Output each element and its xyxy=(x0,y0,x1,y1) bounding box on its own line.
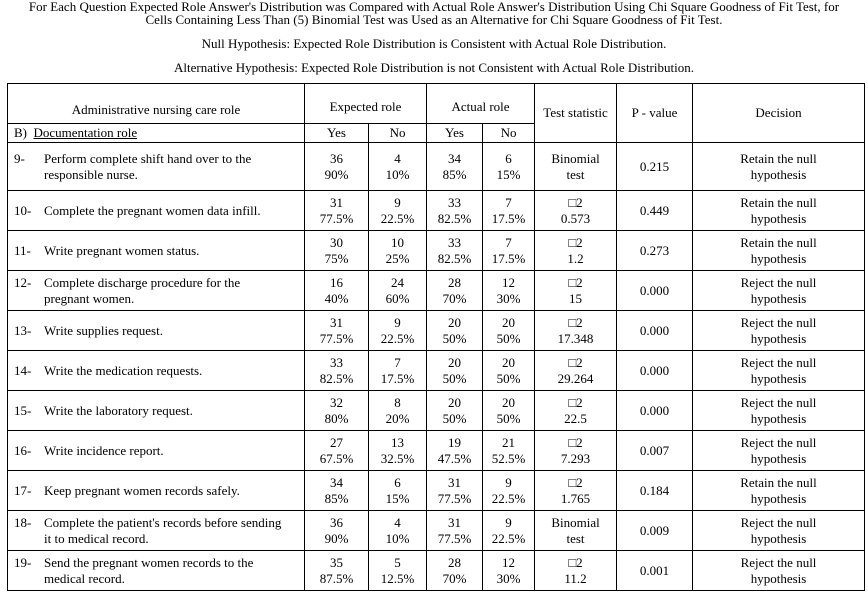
decision-cell-line1: Retain the null xyxy=(740,194,817,210)
actual-yes-cell xyxy=(427,191,483,231)
test-statistic-cell-line1: □2 xyxy=(568,394,583,410)
actual-no-cell xyxy=(483,191,535,231)
results-table xyxy=(7,83,865,591)
actual-yes-cell-line2: 77.5% xyxy=(437,530,472,546)
actual-no-cell-line2: 17.5% xyxy=(491,250,526,266)
expected-no-cell xyxy=(369,551,427,591)
test-statistic-cell-line2: 22.5 xyxy=(564,410,587,426)
expected-yes-cell xyxy=(305,431,369,471)
header-expected-role: Expected role xyxy=(305,84,427,124)
header-actual-role: Actual role xyxy=(427,84,535,124)
test-statistic-cell-line1: Binomial xyxy=(551,150,600,166)
actual-no-cell-line2: 17.5% xyxy=(491,210,526,226)
decision-cell xyxy=(693,391,865,431)
expected-yes-cell-line2: 67.5% xyxy=(319,450,354,466)
header-row-1 xyxy=(8,84,865,124)
decision-cell-line1: Retain the null xyxy=(740,150,817,166)
actual-yes-cell-line2: 50% xyxy=(442,330,467,346)
actual-yes-cell-line2: 85% xyxy=(442,166,467,182)
decision-cell-line1: Reject the null xyxy=(740,514,817,530)
p-value-cell: 0.000 xyxy=(617,271,693,311)
expected-yes-cell-line1: 36 xyxy=(330,514,343,530)
test-statistic-cell-line1: □2 xyxy=(568,354,583,370)
decision-cell xyxy=(693,351,865,391)
expected-no-cell-line2: 15% xyxy=(385,490,410,506)
role-number: 9- xyxy=(14,150,25,166)
role-text-line1: Complete discharge procedure for the xyxy=(44,274,241,290)
expected-no-cell xyxy=(369,511,427,551)
expected-no-cell-line2: 10% xyxy=(385,166,410,182)
decision-cell xyxy=(693,511,865,551)
expected-no-cell xyxy=(369,431,427,471)
header-test-statistic: Test statistic xyxy=(535,84,617,143)
expected-no-cell xyxy=(369,191,427,231)
expected-yes-cell-line2: 90% xyxy=(324,166,349,182)
expected-no-cell-line1: 7 xyxy=(394,354,401,370)
decision-cell-line2: hypothesis xyxy=(750,210,807,226)
actual-no-cell-line2: 50% xyxy=(496,370,521,386)
actual-yes-cell-line1: 20 xyxy=(448,394,462,410)
p-value-cell: 0.001 xyxy=(617,551,693,591)
actual-no-cell-line1: 21 xyxy=(502,434,516,450)
role-cell xyxy=(8,351,305,391)
test-statistic-cell-line1: □2 xyxy=(568,474,583,490)
role-cell xyxy=(8,511,305,551)
actual-no-cell-line2: 50% xyxy=(496,330,521,346)
role-number: 16- xyxy=(14,442,32,458)
expected-no-cell-line2: 17.5% xyxy=(380,370,415,386)
table-row xyxy=(8,143,865,191)
table-row xyxy=(8,311,865,351)
expected-yes-cell xyxy=(305,351,369,391)
role-text-line1: Complete the patient's records before sending xyxy=(44,514,282,530)
header-p-value: P - value xyxy=(617,84,693,143)
role-text xyxy=(44,555,301,587)
test-statistic-cell xyxy=(535,391,617,431)
test-statistic-cell-line1: □2 xyxy=(568,434,583,450)
test-statistic-cell-line2: test xyxy=(566,166,585,182)
role-text-line2: pregnant women. xyxy=(44,290,135,306)
actual-yes-cell xyxy=(427,431,483,471)
expected-no-cell-line1: 4 xyxy=(394,150,401,166)
expected-yes-cell xyxy=(305,271,369,311)
actual-no-cell-line2: 15% xyxy=(496,166,521,182)
test-statistic-cell-line1: □2 xyxy=(568,234,583,250)
expected-no-cell-line2: 22.5% xyxy=(380,210,415,226)
test-statistic-cell xyxy=(535,271,617,311)
actual-yes-cell-line2: 50% xyxy=(442,370,467,386)
actual-yes-cell xyxy=(427,351,483,391)
actual-yes-cell-line2: 82.5% xyxy=(437,250,472,266)
role-text-line2: it to medical record. xyxy=(44,530,149,546)
expected-no-cell-line2: 22.5% xyxy=(380,330,415,346)
actual-yes-cell-line2: 47.5% xyxy=(437,450,472,466)
expected-yes-cell xyxy=(305,143,369,191)
test-statistic-cell-line1: □2 xyxy=(568,274,583,290)
test-statistic-cell-line2: 1.765 xyxy=(560,490,591,506)
actual-no-cell-line1: 9 xyxy=(505,474,512,490)
role-text-line2: medical record. xyxy=(44,570,125,586)
decision-cell-line1: Retain the null xyxy=(740,234,817,250)
actual-no-cell xyxy=(483,551,535,591)
actual-yes-cell-line1: 28 xyxy=(448,554,462,570)
decision-cell xyxy=(693,271,865,311)
role-text-line1: Write the medication requests. xyxy=(44,362,203,378)
actual-yes-cell xyxy=(427,231,483,271)
role-text-line1: Perform complete shift hand over to the xyxy=(44,150,252,166)
decision-cell xyxy=(693,231,865,271)
role-cell xyxy=(8,431,305,471)
role-text xyxy=(44,243,301,259)
role-text-line1: Send the pregnant women records to the xyxy=(44,554,254,570)
expected-yes-cell xyxy=(305,231,369,271)
decision-cell xyxy=(693,551,865,591)
test-statistic-cell-line2: 0.573 xyxy=(560,210,591,226)
expected-no-cell-line1: 8 xyxy=(394,394,401,410)
expected-no-cell xyxy=(369,271,427,311)
decision-cell-line1: Reject the null xyxy=(740,394,817,410)
p-value-cell: 0.000 xyxy=(617,391,693,431)
role-text xyxy=(44,151,301,183)
expected-no-cell-line1: 13 xyxy=(391,434,404,450)
decision-cell-line2: hypothesis xyxy=(750,490,807,506)
test-statistic-cell-line2: 7.293 xyxy=(560,450,591,466)
table-row xyxy=(8,391,865,431)
expected-no-cell-line1: 9 xyxy=(394,194,401,210)
p-value-cell: 0.273 xyxy=(617,231,693,271)
role-number: 13- xyxy=(14,322,32,338)
test-statistic-cell xyxy=(535,191,617,231)
actual-yes-cell xyxy=(427,511,483,551)
test-statistic-cell-line1: Binomial xyxy=(551,514,600,530)
decision-cell-line2: hypothesis xyxy=(750,330,807,346)
role-number: 15- xyxy=(14,402,32,418)
decision-cell xyxy=(693,431,865,471)
actual-no-cell-line1: 20 xyxy=(502,354,516,370)
decision-cell-line1: Reject the null xyxy=(740,354,817,370)
actual-no-cell-line2: 50% xyxy=(496,410,521,426)
role-text-line1: Write pregnant women status. xyxy=(44,242,200,258)
expected-yes-cell-line1: 31 xyxy=(330,314,343,330)
actual-yes-cell-line1: 34 xyxy=(448,150,462,166)
role-cell xyxy=(8,311,305,351)
role-text xyxy=(44,363,301,379)
role-text xyxy=(44,403,301,419)
role-cell xyxy=(8,471,305,511)
actual-no-cell-line1: 20 xyxy=(502,394,516,410)
actual-no-cell-line1: 12 xyxy=(502,554,516,570)
actual-no-cell xyxy=(483,311,535,351)
expected-yes-cell-line1: 36 xyxy=(330,150,343,166)
test-statistic-cell xyxy=(535,231,617,271)
test-statistic-cell-line1: □2 xyxy=(568,554,583,570)
decision-cell-line1: Reject the null xyxy=(740,554,817,570)
actual-yes-cell-line2: 82.5% xyxy=(437,210,472,226)
expected-no-cell-line2: 12.5% xyxy=(380,570,415,586)
expected-yes-cell-line2: 75% xyxy=(324,250,349,266)
role-number: 14- xyxy=(14,362,32,378)
expected-yes-cell-line1: 31 xyxy=(330,194,343,210)
test-statistic-cell-line2: 11.2 xyxy=(564,570,587,586)
alternative-hypothesis: Alternative Hypothesis: Expected Role Distribution is not Consistent with Actual Role Distribution. xyxy=(174,60,694,75)
expected-yes-cell-line1: 16 xyxy=(330,274,343,290)
actual-yes-cell-line1: 20 xyxy=(448,314,462,330)
actual-yes-cell xyxy=(427,271,483,311)
actual-yes-cell-line1: 28 xyxy=(448,274,462,290)
section-label: B) xyxy=(14,125,27,140)
role-text xyxy=(44,483,301,499)
decision-cell-line2: hypothesis xyxy=(750,250,807,266)
test-statistic-cell xyxy=(535,471,617,511)
header-expected-no: No xyxy=(369,124,427,143)
test-statistic-cell-line2: 29.264 xyxy=(557,370,594,386)
expected-yes-cell-line2: 80% xyxy=(324,410,349,426)
decision-cell-line2: hypothesis xyxy=(750,370,807,386)
expected-no-cell-line1: 4 xyxy=(394,514,401,530)
expected-yes-cell xyxy=(305,551,369,591)
role-cell xyxy=(8,271,305,311)
header-role: Administrative nursing care role xyxy=(8,84,305,124)
actual-no-cell xyxy=(483,431,535,471)
actual-yes-cell-line2: 77.5% xyxy=(437,490,472,506)
expected-no-cell-line1: 6 xyxy=(394,474,401,490)
expected-yes-cell-line1: 30 xyxy=(330,234,343,250)
caption-line-1: For Each Question Expected Role Answer's Distribution was Compared with Actual Role Answer's Distribution Using Chi Square Goodness of Fit Test, for xyxy=(28,0,840,14)
expected-no-cell-line2: 60% xyxy=(385,290,410,306)
p-value-cell: 0.000 xyxy=(617,351,693,391)
role-cell xyxy=(8,391,305,431)
actual-yes-cell xyxy=(427,391,483,431)
role-cell xyxy=(8,191,305,231)
header-actual-no: No xyxy=(483,124,535,143)
decision-cell xyxy=(693,311,865,351)
expected-yes-cell-line2: 90% xyxy=(324,530,349,546)
expected-no-cell xyxy=(369,391,427,431)
role-number: 11- xyxy=(14,242,31,258)
actual-no-cell-line1: 6 xyxy=(505,150,512,166)
actual-no-cell xyxy=(483,271,535,311)
expected-yes-cell-line2: 40% xyxy=(324,290,349,306)
actual-no-cell-line1: 9 xyxy=(505,514,512,530)
actual-no-cell-line2: 52.5% xyxy=(491,450,526,466)
decision-cell-line1: Reject the null xyxy=(740,274,817,290)
p-value-cell: 0.007 xyxy=(617,431,693,471)
test-statistic-cell xyxy=(535,143,617,191)
decision-cell xyxy=(693,471,865,511)
actual-no-cell xyxy=(483,231,535,271)
p-value-cell: 0.215 xyxy=(617,143,693,191)
expected-no-cell-line1: 9 xyxy=(394,314,401,330)
expected-no-cell-line2: 20% xyxy=(385,410,410,426)
actual-yes-cell-line2: 50% xyxy=(442,410,467,426)
actual-yes-cell-line1: 31 xyxy=(448,514,462,530)
table-row xyxy=(8,511,865,551)
table-row xyxy=(8,351,865,391)
table-row xyxy=(8,431,865,471)
actual-yes-cell-line1: 33 xyxy=(448,194,462,210)
expected-no-cell xyxy=(369,231,427,271)
actual-yes-cell xyxy=(427,143,483,191)
role-text-line2: responsible nurse. xyxy=(44,166,138,182)
role-number: 19- xyxy=(14,554,32,570)
p-value-cell: 0.000 xyxy=(617,311,693,351)
test-statistic-cell-line2: 17.348 xyxy=(557,330,594,346)
expected-yes-cell-line1: 34 xyxy=(330,474,343,490)
decision-cell-line1: Reject the null xyxy=(740,434,817,450)
actual-no-cell-line1: 7 xyxy=(505,194,512,210)
actual-no-cell xyxy=(483,351,535,391)
expected-yes-cell-line2: 85% xyxy=(324,490,349,506)
role-text xyxy=(44,323,301,339)
role-text-line1: Write supplies request. xyxy=(44,322,163,338)
actual-no-cell xyxy=(483,143,535,191)
actual-yes-cell xyxy=(427,311,483,351)
expected-yes-cell xyxy=(305,311,369,351)
actual-yes-cell xyxy=(427,471,483,511)
actual-no-cell xyxy=(483,471,535,511)
decision-cell xyxy=(693,143,865,191)
expected-no-cell-line2: 32.5% xyxy=(380,450,415,466)
decision-cell-line2: hypothesis xyxy=(750,166,807,182)
section-title: Documentation role xyxy=(33,125,138,140)
decision-cell-line1: Reject the null xyxy=(740,314,817,330)
actual-no-cell-line2: 30% xyxy=(496,570,521,586)
actual-no-cell-line2: 22.5% xyxy=(491,490,526,506)
header-expected-yes: Yes xyxy=(305,124,369,143)
expected-no-cell-line1: 10 xyxy=(391,234,404,250)
expected-yes-cell xyxy=(305,471,369,511)
table-row xyxy=(8,471,865,511)
caption-line-2: Cells Containing Less Than (5) Binomial Test was Used as an Alternative for Chi Square Goodness of Fit Test. xyxy=(145,12,723,27)
expected-yes-cell-line2: 87.5% xyxy=(319,570,354,586)
role-text xyxy=(44,275,301,307)
test-statistic-cell xyxy=(535,551,617,591)
test-statistic-cell xyxy=(535,311,617,351)
null-hypothesis: Null Hypothesis: Expected Role Distribution is Consistent with Actual Role Distribution. xyxy=(201,36,667,51)
header-actual-yes: Yes xyxy=(427,124,483,143)
decision-cell-line2: hypothesis xyxy=(750,570,807,586)
role-text-line1: Complete the pregnant women data infill. xyxy=(44,202,261,218)
test-statistic-cell xyxy=(535,511,617,551)
actual-no-cell-line1: 12 xyxy=(502,274,516,290)
test-statistic-cell xyxy=(535,351,617,391)
expected-no-cell xyxy=(369,311,427,351)
header-decision: Decision xyxy=(693,84,865,143)
expected-yes-cell xyxy=(305,511,369,551)
expected-yes-cell-line1: 27 xyxy=(330,434,343,450)
role-number: 17- xyxy=(14,482,32,498)
table-row xyxy=(8,231,865,271)
section-heading xyxy=(8,124,305,143)
expected-no-cell xyxy=(369,351,427,391)
decision-cell-line2: hypothesis xyxy=(750,530,807,546)
actual-yes-cell-line2: 70% xyxy=(442,570,467,586)
decision-cell xyxy=(693,191,865,231)
decision-cell-line2: hypothesis xyxy=(750,410,807,426)
table-row xyxy=(8,191,865,231)
role-text-line1: Write the laboratory request. xyxy=(44,402,193,418)
table-body xyxy=(8,143,865,591)
test-statistic-cell xyxy=(535,431,617,471)
p-value-cell: 0.184 xyxy=(617,471,693,511)
role-text xyxy=(44,515,301,547)
expected-yes-cell-line1: 35 xyxy=(330,554,343,570)
actual-yes-cell-line2: 70% xyxy=(442,290,467,306)
expected-yes-cell-line2: 77.5% xyxy=(319,330,354,346)
test-statistic-cell-line2: test xyxy=(566,530,585,546)
role-text xyxy=(44,203,301,219)
expected-yes-cell-line2: 77.5% xyxy=(319,210,354,226)
expected-yes-cell-line1: 33 xyxy=(330,354,343,370)
actual-no-cell-line2: 22.5% xyxy=(491,530,526,546)
actual-no-cell-line2: 30% xyxy=(496,290,521,306)
expected-yes-cell-line2: 82.5% xyxy=(319,370,354,386)
expected-no-cell-line1: 24 xyxy=(391,274,404,290)
expected-yes-cell xyxy=(305,391,369,431)
actual-yes-cell-line1: 31 xyxy=(448,474,462,490)
test-statistic-cell-line1: □2 xyxy=(568,314,583,330)
expected-no-cell-line1: 5 xyxy=(394,554,401,570)
test-statistic-cell-line2: 1.2 xyxy=(567,250,584,266)
table-row xyxy=(8,271,865,311)
role-text-line1: Keep pregnant women records safely. xyxy=(44,482,240,498)
actual-no-cell xyxy=(483,511,535,551)
expected-no-cell xyxy=(369,471,427,511)
role-number: 10- xyxy=(14,202,32,218)
test-statistic-cell-line2: 15 xyxy=(569,290,583,306)
role-cell xyxy=(8,551,305,591)
role-cell xyxy=(8,143,305,191)
actual-no-cell xyxy=(483,391,535,431)
actual-no-cell-line1: 7 xyxy=(505,234,512,250)
role-number: 12- xyxy=(14,274,32,290)
role-text xyxy=(44,443,301,459)
actual-no-cell-line1: 20 xyxy=(502,314,516,330)
p-value-cell: 0.449 xyxy=(617,191,693,231)
decision-cell-line2: hypothesis xyxy=(750,290,807,306)
actual-yes-cell-line1: 19 xyxy=(448,434,462,450)
expected-yes-cell-line1: 32 xyxy=(330,394,343,410)
decision-cell-line1: Retain the null xyxy=(740,474,817,490)
actual-yes-cell-line1: 33 xyxy=(448,234,462,250)
role-number: 18- xyxy=(14,514,32,530)
expected-no-cell-line2: 10% xyxy=(385,530,410,546)
actual-yes-cell-line1: 20 xyxy=(448,354,462,370)
decision-cell-line2: hypothesis xyxy=(750,450,807,466)
role-cell xyxy=(8,231,305,271)
p-value-cell: 0.009 xyxy=(617,511,693,551)
test-statistic-cell-line1: □2 xyxy=(568,194,583,210)
role-text-line1: Write incidence report. xyxy=(44,442,164,458)
table-row xyxy=(8,551,865,591)
expected-no-cell xyxy=(369,143,427,191)
expected-yes-cell xyxy=(305,191,369,231)
actual-yes-cell xyxy=(427,551,483,591)
expected-no-cell-line2: 25% xyxy=(385,250,410,266)
